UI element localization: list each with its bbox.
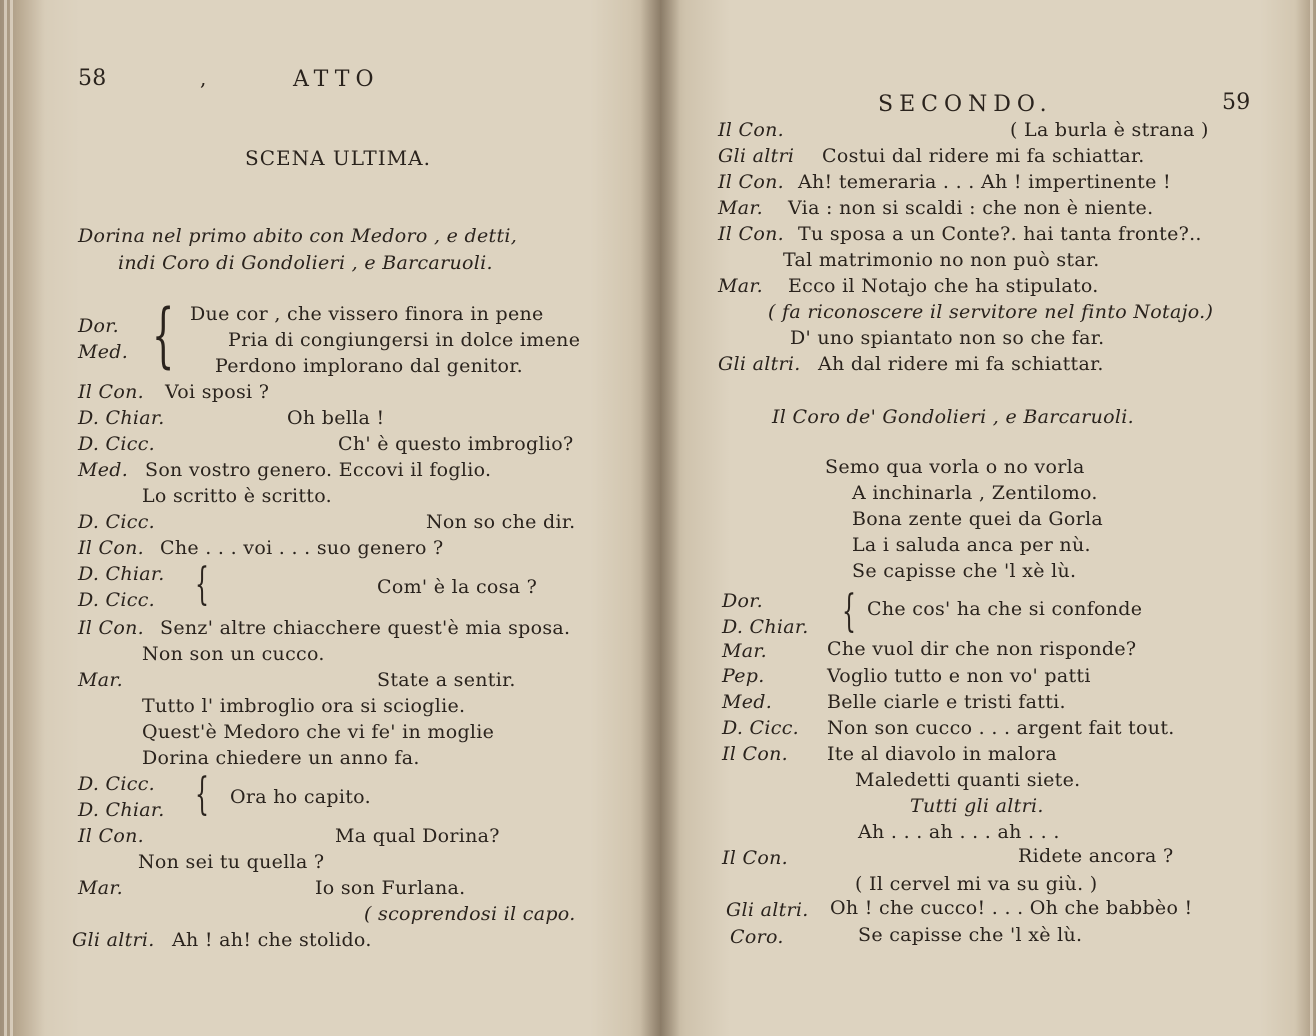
verse-line: Senz' altre chiacchere quest'è mia sposa. <box>160 617 571 639</box>
verse-line: Tu sposa a un Conte?. hai tanta fronte?.. <box>798 223 1202 245</box>
speaker: Med. <box>78 459 129 481</box>
verse-line: Tutto l' imbroglio ora si scioglie. <box>142 695 466 717</box>
speaker: Med. <box>78 341 129 363</box>
verse-line: ( La burla è strana ) <box>1010 119 1209 141</box>
verse-line: Voglio tutto e non vo' patti <box>827 665 1091 687</box>
speaker: Mar. <box>78 669 124 691</box>
verse-line: Io son Furlana. <box>315 877 466 899</box>
speaker: Il Con. <box>718 223 784 245</box>
speaker: Il Con. <box>78 381 144 403</box>
verse-line: Costui dal ridere mi fa schiattar. <box>822 145 1145 167</box>
verse-line: Maledetti quanti siete. <box>855 769 1081 791</box>
verse-line: Ecco il Notajo che ha stipulato. <box>788 275 1099 297</box>
page-number: 59 <box>1222 90 1251 115</box>
speaker: D. Chiar. <box>78 563 165 585</box>
speaker: D. Cicc. <box>78 433 155 455</box>
verse-line: Ah . . . ah . . . ah . . . <box>858 821 1060 843</box>
speaker: Mar. <box>718 197 764 219</box>
stage-direction: Tutti gli altri. <box>910 795 1044 817</box>
punctuation: , <box>200 66 207 90</box>
speaker: Il Con. <box>78 825 144 847</box>
verse-line: La i saluda anca per nù. <box>852 534 1091 556</box>
verse-line: Oh ! che cucco! . . . Oh che babbèo ! <box>830 897 1193 919</box>
verse-line: ( Il cervel mi va su giù. ) <box>855 873 1098 895</box>
speaker: Mar. <box>78 877 124 899</box>
verse-line: Via : non si scaldi : che non è niente. <box>788 197 1154 219</box>
verse-line: Tal matrimonio no non può star. <box>783 249 1100 271</box>
verse-line: Non son cucco . . . argent fait tout. <box>827 717 1175 739</box>
stage-direction: Dorina nel primo abito con Medoro , e detti, <box>78 225 518 247</box>
verse-line: Ah ! ah! che stolido. <box>172 929 372 951</box>
verse-line: Non son un cucco. <box>142 643 325 665</box>
verse-line: Due cor , che vissero finora in pene <box>190 303 544 325</box>
verse-line: Ah dal ridere mi fa schiattar. <box>818 353 1104 375</box>
page-number: 58 <box>78 66 107 91</box>
verse-line: Oh bella ! <box>287 407 385 429</box>
page-edge <box>1310 0 1313 1036</box>
speaker: Il Con. <box>722 743 788 765</box>
brace: { <box>195 559 209 610</box>
right-page <box>660 0 1316 1036</box>
verse-line: State a sentir. <box>377 669 516 691</box>
speaker: Il Con. <box>718 119 784 141</box>
verse-line: Voi sposi ? <box>165 381 270 403</box>
verse-line: Che cos' ha che si confonde <box>867 598 1143 620</box>
verse-line: Son vostro genero. Eccovi il foglio. <box>145 459 492 481</box>
speaker: D. Cicc. <box>78 773 155 795</box>
running-head: SECONDO. <box>878 92 1053 117</box>
scene-title: SCENA ULTIMA. <box>245 146 431 170</box>
verse-line: Non sei tu quella ? <box>138 851 325 873</box>
verse-line: D' uno spiantato non so che far. <box>790 327 1105 349</box>
verse-line: Ite al diavolo in malora <box>827 743 1057 765</box>
verse-line: Lo scritto è scritto. <box>142 485 332 507</box>
verse-line: Ora ho capito. <box>230 786 371 808</box>
verse-line: Ma qual Dorina? <box>335 825 500 847</box>
verse-line: Ch' è questo imbroglio? <box>338 433 574 455</box>
verse-line: Ridete ancora ? <box>1018 845 1174 867</box>
speaker: D. Cicc. <box>78 511 155 533</box>
speaker: Il Con. <box>78 537 144 559</box>
verse-line: Che . . . voi . . . suo genero ? <box>160 537 444 559</box>
speaker: Il Con. <box>722 847 788 869</box>
speaker: D. Chiar. <box>78 407 165 429</box>
speaker: Dor. <box>78 315 119 337</box>
brace: { <box>195 769 209 820</box>
speaker: Gli altri <box>718 145 795 167</box>
verse-line: Se capisse che 'l xè lù. <box>852 560 1077 582</box>
brace: { <box>842 586 856 637</box>
speaker: Il Con. <box>78 617 144 639</box>
book-gutter <box>640 0 680 1036</box>
stage-direction: ( scoprendosi il capo. <box>364 903 576 925</box>
verse-line: Perdono implorano dal genitor. <box>215 355 523 377</box>
verse-line: Quest'è Medoro che vi fe' in moglie <box>142 721 495 743</box>
verse-line: Com' è la cosa ? <box>377 576 538 598</box>
speaker: Gli altri. <box>718 353 801 375</box>
speaker: D. Chiar. <box>722 616 809 638</box>
verse-line: Belle ciarle e tristi fatti. <box>827 691 1066 713</box>
page-edge <box>4 0 7 1036</box>
speaker: Dor. <box>722 590 763 612</box>
speaker: D. Cicc. <box>722 717 799 739</box>
verse-line: Dorina chiedere un anno fa. <box>142 747 420 769</box>
stage-direction: ( fa riconoscere il servitore nel finto Notajo.) <box>768 301 1214 323</box>
verse-line: A inchinarla , Zentilomo. <box>852 482 1098 504</box>
stage-direction: Il Coro de' Gondolieri , e Barcaruoli. <box>772 406 1134 428</box>
speaker: Coro. <box>730 926 784 948</box>
speaker: Il Con. <box>718 171 784 193</box>
page-edge <box>10 0 13 1036</box>
speaker: Gli altri. <box>72 929 155 951</box>
brace: { <box>152 294 175 376</box>
speaker: Gli altri. <box>726 899 809 921</box>
speaker: Pep. <box>722 665 765 687</box>
verse-line: Semo qua vorla o no vorla <box>825 456 1085 478</box>
verse-line: Se capisse che 'l xè lù. <box>858 924 1083 946</box>
speaker: D. Chiar. <box>78 799 165 821</box>
verse-line: Pria di congiungersi in dolce imene <box>228 329 581 351</box>
running-head: ATTO <box>293 67 380 92</box>
speaker: Mar. <box>718 275 764 297</box>
verse-line: Bona zente quei da Gorla <box>852 508 1104 530</box>
verse-line: Che vuol dir che non risponde? <box>827 638 1137 660</box>
stage-direction: indi Coro di Gondolieri , e Barcaruoli. <box>118 252 493 274</box>
verse-line: Non so che dir. <box>426 511 576 533</box>
speaker: D. Cicc. <box>78 589 155 611</box>
speaker: Mar. <box>722 640 768 662</box>
verse-line: Ah! temeraria . . . Ah ! impertinente ! <box>798 171 1171 193</box>
speaker: Med. <box>722 691 773 713</box>
